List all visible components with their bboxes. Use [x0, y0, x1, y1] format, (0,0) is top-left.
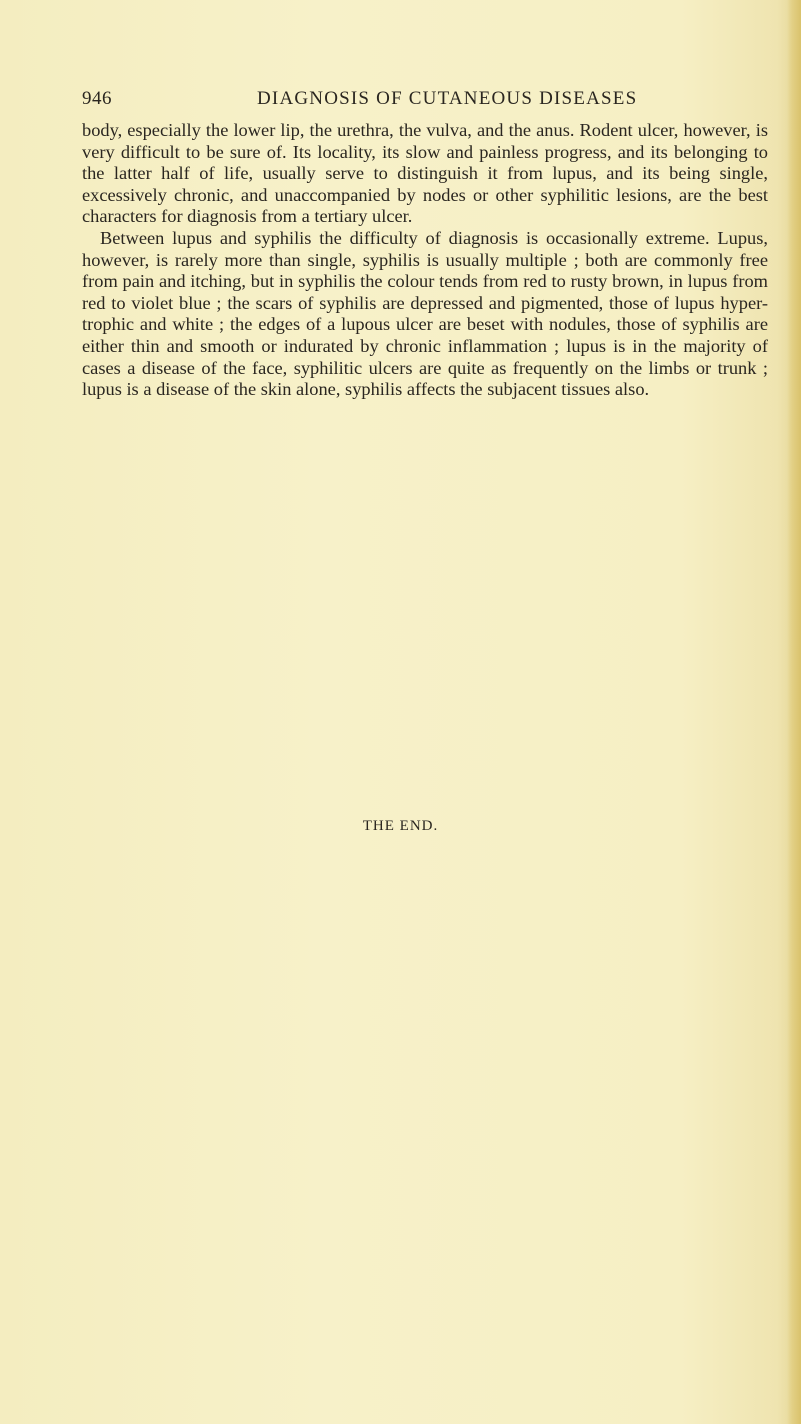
paragraph-lupus-syphilis: Between lupus and syphilis the difficulty of diagnosis is occasionally extreme. Lupus, however, is rarely more than single, syphilis is usually multiple ; both are commonly free from pain and itching, but in syphilis the colour tends from red to rusty brown, in lupus from red to violet blue ; the scars of syphilis are depressed and pigmented, those of lupus hyper-trophic and white ; the edges of a lupous ulcer are beset with nodules, those of syphilis are either thin and smooth or indurated by chronic inflammation ; lupus is in the majority of cases a disease of the face, syphilitic ulcers are quite as frequently on the limbs or trunk ; lupus is a disease of the skin alone, syphilis affects the subjacent tissues also.: [82, 227, 768, 400]
running-title: DIAGNOSIS OF CUTANEOUS DISEASES: [257, 88, 638, 109]
the-end-text: THE END.: [362, 818, 439, 834]
page-number: 946: [82, 88, 112, 109]
paragraph-rodent-ulcer: body, especially the lower lip, the urethra, the vulva, and the anus. Rodent ulcer, however, is very difficult to be sure of. Its locality, its slow and painless progress, and its belonging to the latter half of life, usually serve to distinguish it from lupus, and its being single, excessively chronic, and unaccompanied by nodes or other syphilitic lesions, are the best characters for diagnosis from a tertiary ulcer.: [82, 120, 768, 227]
page-edge: [787, 0, 801, 1424]
running-header: [82, 88, 758, 112]
body-text: [82, 120, 768, 401]
